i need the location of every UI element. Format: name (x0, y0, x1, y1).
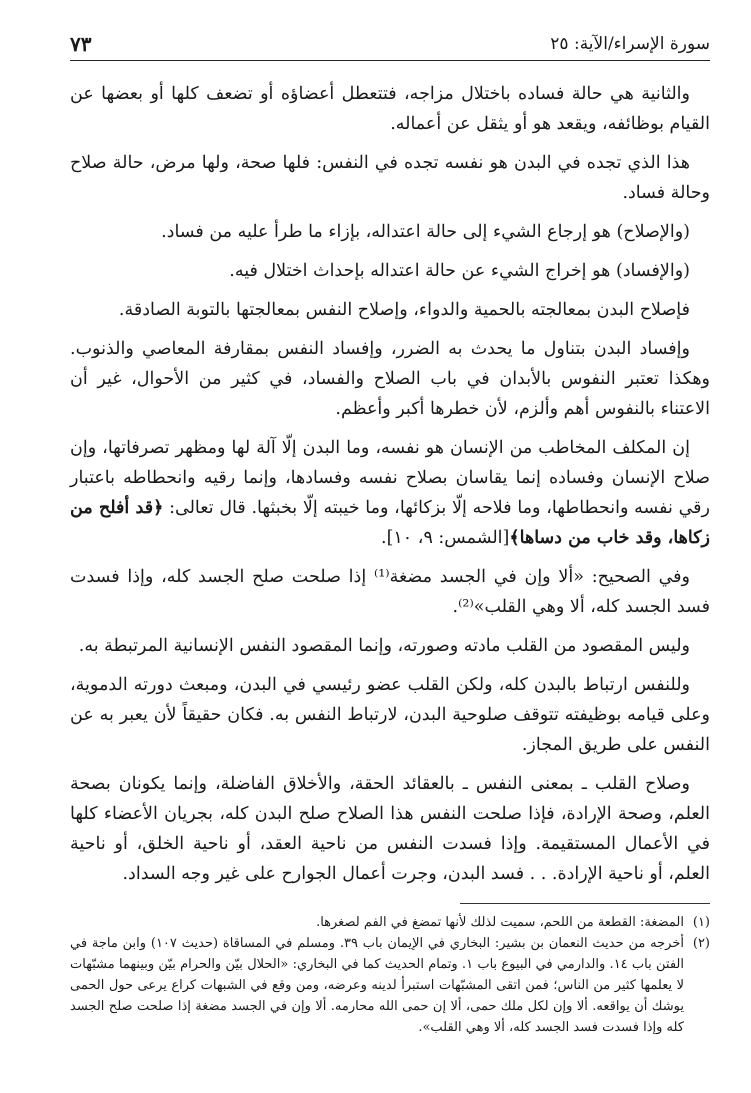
footnote (70, 912, 710, 933)
page-number: ٧٣ (70, 32, 92, 56)
paragraph: وصلاح القلب ـ بمعنى النفس ـ بالعقائد الحقة، والأخلاق الفاضلة، وإنما يكونان بصحة العلم، وصحة الإرادة، فإذا صلحت النفس هذا الصلاح صلح البدن كله، بجريان الأعضاء كلها في الأعمال المستقيمة. وإذا فسدت النفس من ناحية العقد، أو ناحية الخلق، أو ناحية العلم، أو ناحية الإرادة. . . فسد البدن، وجرت أعمال الجوارح على غير وجه السداد. (70, 774, 710, 884)
footnote-text: المضغة: القطعة من اللحم، سميت لذلك لأنها تمضغ في الفم لصغرها. (316, 915, 684, 930)
paragraph: وفي الصحيح: «ألا وإن في الجسد مضغة⁽¹⁾ إذا صلحت صلح الجسد كله، وإذا فسدت فسد الجسد كله، ألا وهي القلب»⁽²⁾. (70, 567, 710, 617)
header-title: سورة الإسراء/الآية: ٢٥ (550, 34, 710, 54)
running-header (70, 30, 710, 61)
footnote (70, 933, 710, 1038)
paragraph: وإفساد البدن بتناول ما يحدث به الضرر، وإفساد النفس بمقارفة المعاصي والذنوب. وهكذا تعتبر النفوس بالأبدان في باب الصلاح والفساد، في كثير من الأحوال، غير أن الاعتناء بالنفوس أهم وألزم، لأن خطرها أكبر وأعظم. (70, 339, 710, 419)
paragraph: وليس المقصود من القلب مادته وصورته، وإنما المقصود النفس الإنسانية المرتبطة به. (78, 636, 690, 656)
footnotes (70, 912, 710, 1038)
paragraph-text: إن المكلف المخاطب من الإنسان هو نفسه، وما البدن إلّا آلة لها ومظهر تصرفاتها، وإن صلاح الإنسان وفساده إنما يقاسان بصلاح نفسه وفسادها، وإنما رقيه وانحطاطه باعتبار رقي نفسه وانحطاطها، وما فلاحه إلّا بزكائها، وما خيبته إلّا بخبثها. قال تعالى: (70, 438, 710, 518)
paragraph: وللنفس ارتباط بالبدن كله، ولكن القلب عضو رئيسي في البدن، ومبعث دورته الدموية، وعلى قيامه بوظيفته تتوقف صلوحية البدن، لارتباط النفس به. فكان حقيقاً لأن يعبر به عن النفس على طريق المجاز. (70, 675, 710, 755)
paragraph: فإصلاح البدن بمعالجته بالحمية والدواء، وإصلاح النفس بمعالجتها بالتوبة الصادقة. (118, 300, 690, 320)
footnote-number: (٢) (692, 936, 710, 951)
book-page (70, 30, 710, 1038)
page-body (70, 79, 710, 889)
paragraph: والثانية هي حالة فساده باختلال مزاجه، فتتعطل أعضاؤه أو تضعف كلها أو بعضها عن القيام بوظائفه، ويقعد هو أو يثقل عن أعماله. (70, 84, 710, 134)
footnote-text: أخرجه من حديث النعمان بن بشير: البخاري في الإيمان باب ٣٩. ومسلم في المساقاة (حديث ١٠٧) وابن ماجة في الفتن باب ١٤. والدارمي في البيوع باب ١. وتمام الحديث كما في البخاري: «الحلال بيّن والحرام بيّن وبينهما مشبّهات لا يعلمها كثير من الناس؛ فمن اتقى المشبّهات استبرأ لدينه وعرضه، ومن وقع في الشبهات كراع يرعى حول الحمى يوشك أن يواقعه. ألا وإن لكل ملك حمى، ألا إن حمى الله محارمه. ألا وإن في الجسد مضغة إذا صلحت صلح الجسد كله وإذا فسدت فسد الجسد كله، ألا وهي القلب». (70, 936, 684, 1035)
footnote-number: (١) (692, 915, 710, 930)
footnote-separator (460, 903, 710, 904)
paragraph: (والإفساد) هو إخراج الشيء عن حالة اعتداله بإحداث اختلال فيه. (229, 261, 690, 281)
paragraph-mukallaf (70, 433, 710, 553)
verse-citation: [الشمس: ٩، ١٠]. (381, 528, 510, 548)
quran-verse: ﴿قد أفلح من زكاها، وقد خاب من دساها﴾ (70, 498, 710, 548)
paragraph: هذا الذي تجده في البدن هو نفسه تجده في النفس: فلها صحة، ولها مرض، حالة صلاح وحالة فساد. (70, 153, 710, 203)
paragraph: (والإصلاح) هو إرجاع الشيء إلى حالة اعتداله، بإزاء ما طرأ عليه من فساد. (161, 222, 690, 242)
